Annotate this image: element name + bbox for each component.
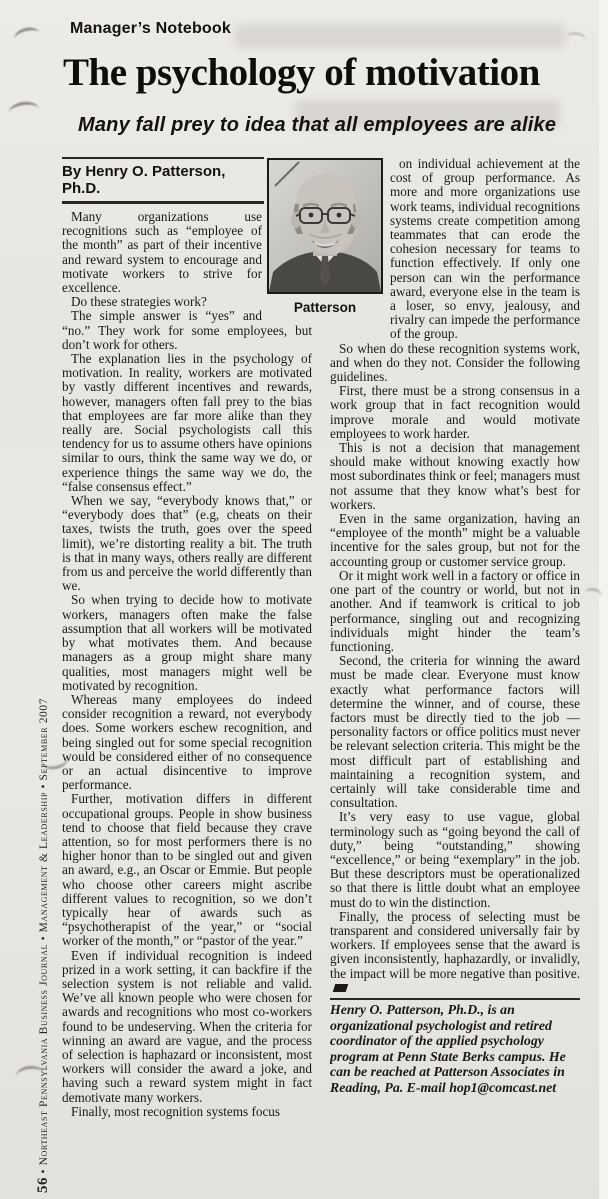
- article-paragraph: Second, the criteria for winning the award must be made clear. Everyone must know exactly what performance factors will determine the winner, and of course, these factors must be directly tied to the job — personality factors or office politics must never be relevant selection criteria. This might be the most difficult part of establishing and maintaining a recognition system, and certainly will take considerable time and consultation.: [330, 653, 580, 811]
- scan-smudge: [565, 31, 587, 48]
- article-paragraph: So when do these recognition systems work, and when do they not. Consider the following guidelines.: [330, 340, 580, 385]
- left-column-text: [62, 210, 312, 1119]
- article-paragraph: The explanation lies in the psychology of motivation. In reality, workers are motivated by vastly different incentives and rewards, however, managers often fall prey to the bias that employees are far more alike than they really are. Social psychologists call this tendency for us to assume others have opinions similar to ours, think the same way we do, or experience things the same way we do, the “false consensus effect.”: [62, 351, 312, 494]
- article-paragraph: Even in the same organization, having an “employee of the month” might be a valuable incentive for the sales group, but not for the accounting group or customer service group.: [330, 511, 580, 569]
- section-kicker: Manager’s Notebook: [70, 20, 231, 37]
- article-title: The psychology of motivation: [63, 51, 540, 94]
- article-paragraph: Do these strategies work?: [71, 294, 207, 310]
- photo-caption: Patterson: [293, 300, 357, 315]
- article-paragraph: It’s very easy to use vague, global terminology such as “going beyond the call of duty,” being “outstanding,” showing “excellence,” or being “exemplary” in the job. But these descriptors must be operationalized so that there is little doubt what an employee must do to win the distinction.: [330, 809, 580, 910]
- bleed-through-ghost-text: [235, 24, 565, 48]
- article-paragraph: This is not a decision that management should make without knowing exactly how most subordinates think or feel; managers must not assume that they know what’s best for workers.: [330, 440, 580, 512]
- author-photo-block: [267, 158, 383, 315]
- article-paragraph: When we say, “everybody knows that,” or “everybody does that” (e.g, cheats on their taxes, twists the truth, goes over the speed limit), we’re distorting reality a bit. The truth is that in many ways, others really are different from us and perceive the world differently than we.: [62, 493, 312, 594]
- article-subtitle: Many fall prey to idea that all employees are alike: [78, 114, 557, 136]
- article-paragraph: The simple answer is “yes” and “no.” They work for some employees, but don’t work for others.: [62, 308, 312, 352]
- bio-divider-rule: [330, 998, 580, 1000]
- article-paragraph: Even if individual recognition is indeed prized in a work setting, it can backfire if the selection system is not reliable and valid. We’ve all known people who were chosen for awards and recognitions who most co-workers found to be undeserving. When the criteria for winning an award are vague, and the process of selection is haphazard or inconsistent, most workers will consider the award a joke, and having such a reward system might in fact demotivate many workers.: [62, 947, 312, 1105]
- article-paragraph: Or it might work well in a factory or office in one part of the country or world, but not in another. And if teamwork is critical to job performance, singling out and recognizing individuals might hinder the team’s functioning.: [330, 567, 580, 654]
- portrait-illustration: [269, 160, 381, 292]
- staple-mark: [8, 100, 40, 122]
- article-paragraph: Further, motivation differs in different occupational groups. People in show business tend to choose that field because they crave attention, so for most performers there is no higher honor than to be singled out and given an award, e.g., an Oscar or Emmie. But people who choose other careers might ascribe different values to recognition, so we don’t typically hear of awards such as “psychotherapist of the year,” or “social worker of the month,” or “pastor of the year.”: [62, 791, 312, 949]
- end-of-article-mark: [333, 984, 349, 992]
- page-number: 56: [35, 1177, 51, 1193]
- article-paragraph: on individual achievement at the cost of group performance. As more and more organizations use work teams, individual recognitions systems create competition among teammates that can erode the cohesion necessary for teams to function effectively. If only one person can win the performance award, everyone else in the team is a loser, so envy, jealousy, and rivalry can impede the performance of the group.: [390, 157, 580, 342]
- journal-title-line: • Northeast Pennsylvania Business Journal • Management & Leadership • September 2007: [38, 697, 50, 1177]
- article-paragraph: Whereas many employees do indeed consider recognition a reward, not everybody does. Some workers eschew recognition, and being singled out for some special recognition would be considered either of no consequence or an actual disincentive to improve performance.: [62, 691, 312, 793]
- article-paragraph: First, there must be a strong consensus in a work group that in fact recognition would improve morale and would motivate employees to work harder.: [330, 383, 580, 441]
- author-photo: [267, 158, 383, 294]
- byline: By Henry O. Patterson, Ph.D.: [62, 157, 264, 204]
- article-paragraph: Finally, most recognition systems focus: [71, 1103, 281, 1119]
- staple-mark: [12, 25, 41, 47]
- article-paragraph: Many organizations use recognitions such as “employee of the month” as part of their incentive and reward system to encourage and motivate workers to strive for excellence.: [62, 209, 262, 296]
- author-bio: Henry O. Patterson, Ph.D., is an organizational psychologist and retired coordinator of the applied psychology program at Penn State Berks campus. He can be reached at Patterson Associates in Reading, Pa. E-mail hop1@comcast.net: [330, 1001, 566, 1095]
- article-paragraph: Finally, the process of selecting must be transparent and considered universally fair by workers. If employees sense that the award is given inconsistently, haphazardly, or invalidly, the impact will be more negative than positive.: [330, 910, 580, 995]
- journal-sidebar-strip: [34, 697, 52, 1193]
- article-paragraph: So when trying to decide how to motivate workers, managers often make the false assumption that all workers will be motivated by what motivates them. And because managers as a group might share many qualities, most managers might well be motivated by recognition.: [62, 592, 312, 693]
